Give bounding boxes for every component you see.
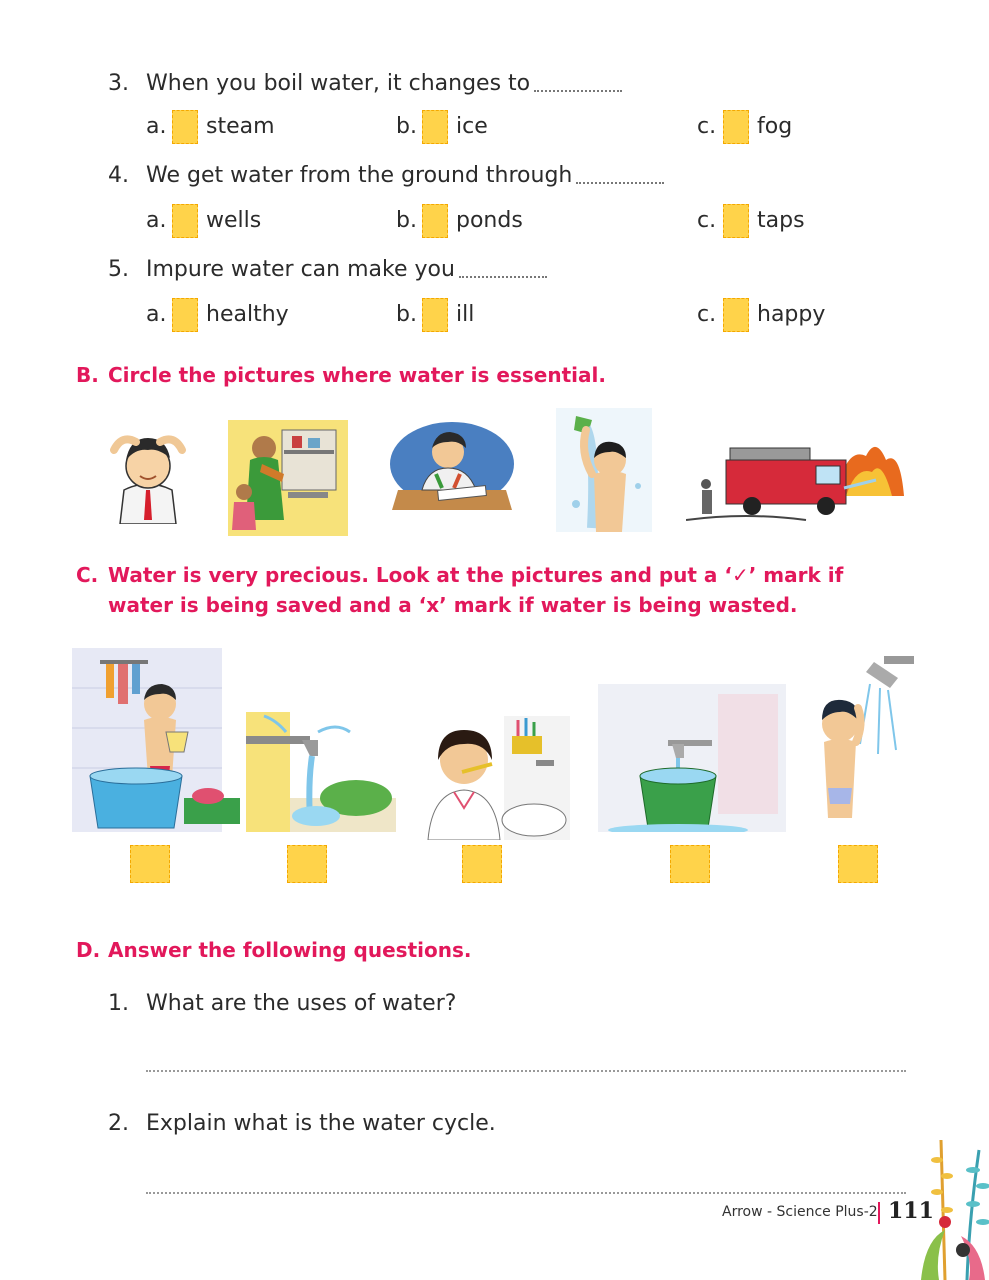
footer-divider [878, 1202, 880, 1224]
option-b[interactable] [396, 204, 523, 238]
child-combing-hair-picture[interactable] [100, 420, 196, 524]
option-text: wells [206, 208, 262, 233]
option-letter: b. [396, 114, 417, 139]
option-a[interactable] [146, 298, 289, 332]
question-text: What are the uses of water? [146, 991, 457, 1016]
question-text: We get water from the ground through [146, 163, 573, 188]
child-bucket-bath-picture[interactable] [72, 648, 242, 832]
option-text: happy [757, 302, 826, 327]
answer-box[interactable] [422, 204, 448, 238]
answer-box[interactable] [723, 298, 749, 332]
section-title-line1: Water is very precious. Look at the pictures and put a ‘✓’ mark if [108, 563, 844, 587]
option-text: ice [456, 114, 488, 139]
option-letter: c. [697, 114, 717, 139]
option-letter: c. [697, 208, 717, 233]
question-number: 1. [108, 991, 129, 1016]
question-number: 5. [108, 257, 129, 282]
option-c[interactable] [697, 110, 792, 144]
section-c-heading [76, 560, 843, 590]
option-text: fog [757, 114, 793, 139]
option-a[interactable] [146, 204, 261, 238]
answer-box[interactable] [422, 298, 448, 332]
option-letter: c. [697, 302, 717, 327]
blank-line[interactable] [534, 76, 622, 92]
section-letter: D. [76, 938, 101, 962]
section-letter: C. [76, 563, 99, 587]
question-text: When you boil water, it changes to [146, 71, 531, 96]
option-text: ponds [456, 208, 523, 233]
mother-cooking-picture[interactable] [222, 410, 354, 542]
child-shower-picture[interactable] [800, 654, 918, 840]
section-b-heading [76, 360, 606, 390]
question-number: 4. [108, 163, 129, 188]
answer-box[interactable] [422, 110, 448, 144]
tick-box-4[interactable] [670, 845, 710, 883]
option-c[interactable] [697, 204, 805, 238]
child-bathing-picture[interactable] [556, 408, 652, 532]
blank-line[interactable] [576, 168, 664, 184]
option-text: taps [757, 208, 805, 233]
tick-box-1[interactable] [130, 845, 170, 883]
answer-line-2[interactable] [146, 1190, 906, 1194]
section-title: Answer the following questions. [108, 938, 472, 962]
answer-box[interactable] [172, 110, 198, 144]
running-tap-picture[interactable] [246, 712, 396, 832]
option-a[interactable] [146, 110, 275, 144]
option-text: healthy [206, 302, 289, 327]
option-letter: a. [146, 114, 167, 139]
question-text: Explain what is the water cycle. [146, 1111, 496, 1136]
short-question-2 [108, 1110, 496, 1138]
tick-box-2[interactable] [287, 845, 327, 883]
section-d-heading [76, 935, 471, 965]
answer-box[interactable] [723, 204, 749, 238]
tap-filling-bucket-picture[interactable] [598, 684, 786, 832]
option-text: ill [456, 302, 475, 327]
tick-box-5[interactable] [838, 845, 878, 883]
answer-line-1[interactable] [146, 1068, 906, 1072]
girl-brushing-teeth-picture[interactable] [414, 716, 574, 840]
page-number: 111 [888, 1198, 934, 1224]
question-text: Impure water can make you [146, 257, 455, 282]
option-c[interactable] [697, 298, 825, 332]
option-letter: a. [146, 208, 167, 233]
option-b[interactable] [396, 110, 488, 144]
answer-box[interactable] [723, 110, 749, 144]
question-number: 2. [108, 1111, 129, 1136]
question-number: 3. [108, 71, 129, 96]
book-title: Arrow - Science Plus-2 [722, 1204, 878, 1220]
blank-line[interactable] [459, 262, 547, 278]
option-b[interactable] [396, 298, 474, 332]
option-text: steam [206, 114, 275, 139]
section-title: Circle the pictures where water is essential. [108, 363, 606, 387]
section-c-heading-line2: water is being saved and a ‘x’ mark if water is being wasted. [108, 593, 798, 617]
child-writing-picture[interactable] [388, 418, 516, 510]
section-letter: B. [76, 363, 99, 387]
option-letter: b. [396, 208, 417, 233]
option-letter: b. [396, 302, 417, 327]
decorative-plant-illustration [915, 1130, 989, 1280]
question-3 [108, 70, 622, 98]
option-letter: a. [146, 302, 167, 327]
question-5 [108, 256, 547, 284]
short-question-1 [108, 990, 456, 1018]
tick-box-3[interactable] [462, 845, 502, 883]
fire-engine-picture[interactable] [686, 436, 908, 524]
answer-box[interactable] [172, 298, 198, 332]
question-4 [108, 162, 664, 190]
answer-box[interactable] [172, 204, 198, 238]
